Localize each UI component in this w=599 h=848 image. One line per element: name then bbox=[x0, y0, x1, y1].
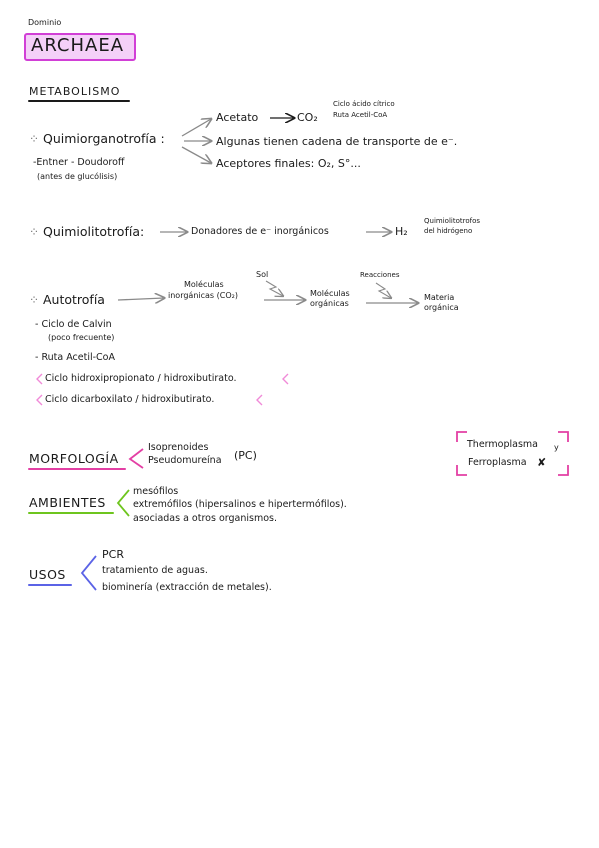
ambientes-heading: AMBIENTES bbox=[29, 495, 106, 510]
moleculas-organicas-line2: orgánicas bbox=[310, 299, 349, 308]
pseudomureina-item: Pseudomureína bbox=[148, 455, 222, 466]
arrow-to-moleculas-inorganicas bbox=[118, 298, 164, 300]
asociadas-item: asociadas a otros organismos. bbox=[133, 513, 277, 524]
arrow-to-aceptores bbox=[182, 147, 211, 163]
moleculas-inorganicas-line1: Moléculas bbox=[184, 280, 224, 289]
sol-label: Sol bbox=[256, 270, 269, 279]
thermo-box-bottom-left bbox=[457, 465, 467, 475]
metabolismo-heading: METABOLISMO bbox=[29, 85, 121, 98]
bullet-icon: ⁘ bbox=[29, 225, 40, 239]
pink-arrow-left-1 bbox=[37, 374, 42, 384]
arrow-to-acetato bbox=[182, 119, 211, 136]
quimiolitotrofos-note: Quimiolitotrofos bbox=[424, 217, 480, 225]
antes-glucolisis-note: (antes de glucólisis) bbox=[37, 172, 118, 181]
usos-underline bbox=[28, 584, 72, 586]
materia-organica-line2: orgánica bbox=[424, 303, 459, 312]
sol-squiggle-arrow bbox=[266, 281, 283, 296]
morfologia-heading: MORFOLOGÍA bbox=[29, 451, 119, 466]
usos-brace bbox=[82, 556, 96, 590]
pc-note: (PC) bbox=[234, 449, 257, 462]
aceptores-finales-text: Aceptores finales: O₂, S°... bbox=[216, 157, 361, 170]
cadena-transporte-text: Algunas tienen cadena de transporte de e⁻. bbox=[216, 135, 458, 148]
materia-organica-line1: Materia bbox=[424, 293, 455, 302]
ciclo-dicarboxilato-item: Ciclo dicarboxilato / hidroxibutirato. bbox=[45, 394, 215, 405]
ruta-acetil-coa-item: - Ruta Acetil-CoA bbox=[35, 352, 115, 363]
del-hidrogeno-note: del hidrógeno bbox=[424, 227, 473, 235]
moleculas-organicas-line1: Moléculas bbox=[310, 289, 350, 298]
acetato-label: Acetato bbox=[216, 111, 259, 124]
tratamiento-aguas-item: tratamiento de aguas. bbox=[102, 565, 208, 576]
thermo-box-bottom-right bbox=[558, 465, 568, 475]
ciclo-calvin-item: - Ciclo de Calvin bbox=[35, 319, 112, 330]
cross-mark-icon: ✘ bbox=[537, 456, 547, 469]
extremofilos-item: extremófilos (hipersalinos e hipertermófilos). bbox=[133, 499, 347, 510]
reacciones-label: Reacciones bbox=[360, 271, 400, 279]
entner-doudoroff-note: -Entner - Doudoroff bbox=[33, 157, 125, 168]
metabolismo-underline bbox=[28, 100, 130, 102]
quimioorganotrofia-label: Quimiorganotrofía : bbox=[43, 131, 165, 146]
thermo-connector: y bbox=[554, 443, 559, 452]
ambientes-brace bbox=[118, 490, 129, 516]
thermoplasma-label: Thermoplasma bbox=[467, 439, 538, 450]
moleculas-inorganicas-line2: inorgánicas (CO₂) bbox=[168, 291, 238, 300]
pcr-item: PCR bbox=[102, 548, 124, 561]
quimiolitotrofia-label: Quimiolitotrofía: bbox=[43, 224, 145, 239]
morfologia-underline bbox=[28, 468, 126, 470]
biomineria-item: biominería (extracción de metales). bbox=[102, 582, 272, 593]
pink-arrow-right-2 bbox=[257, 395, 262, 405]
poco-frecuente-note: (poco frecuente) bbox=[48, 333, 115, 342]
mesofilos-item: mesófilos bbox=[133, 486, 179, 497]
bullet-icon: ⁘ bbox=[29, 132, 40, 146]
isoprenoides-item: Isoprenoides bbox=[148, 442, 209, 453]
thermo-box-top-right bbox=[558, 432, 568, 442]
morfologia-brace bbox=[130, 449, 143, 468]
domain-label: Dominio bbox=[28, 18, 62, 27]
pink-arrow-right-1 bbox=[283, 374, 288, 384]
ferroplasma-label: Ferroplasma bbox=[468, 457, 527, 468]
ruta-acetil-coa-note: Ruta Acetil-CoA bbox=[333, 111, 388, 119]
reacciones-squiggle-arrow bbox=[376, 283, 391, 298]
ciclo-hidroxipropionato-item: Ciclo hidroxipropionato / hidroxibutirato. bbox=[45, 373, 237, 384]
thermo-box-top-left bbox=[457, 432, 467, 442]
usos-heading: USOS bbox=[29, 567, 66, 582]
ambientes-underline bbox=[28, 512, 114, 514]
autotrofia-label: Autotrofía bbox=[43, 292, 105, 307]
co2-label: CO₂ bbox=[297, 111, 318, 124]
h2-label: H₂ bbox=[395, 225, 408, 238]
ciclo-acido-citrico-note: Ciclo ácido cítrico bbox=[333, 100, 395, 108]
page-title: ARCHAEA bbox=[31, 35, 125, 56]
bullet-icon: ⁘ bbox=[29, 293, 40, 307]
donadores-text: Donadores de e⁻ inorgánicos bbox=[191, 226, 329, 237]
pink-arrow-left-2 bbox=[37, 395, 42, 405]
